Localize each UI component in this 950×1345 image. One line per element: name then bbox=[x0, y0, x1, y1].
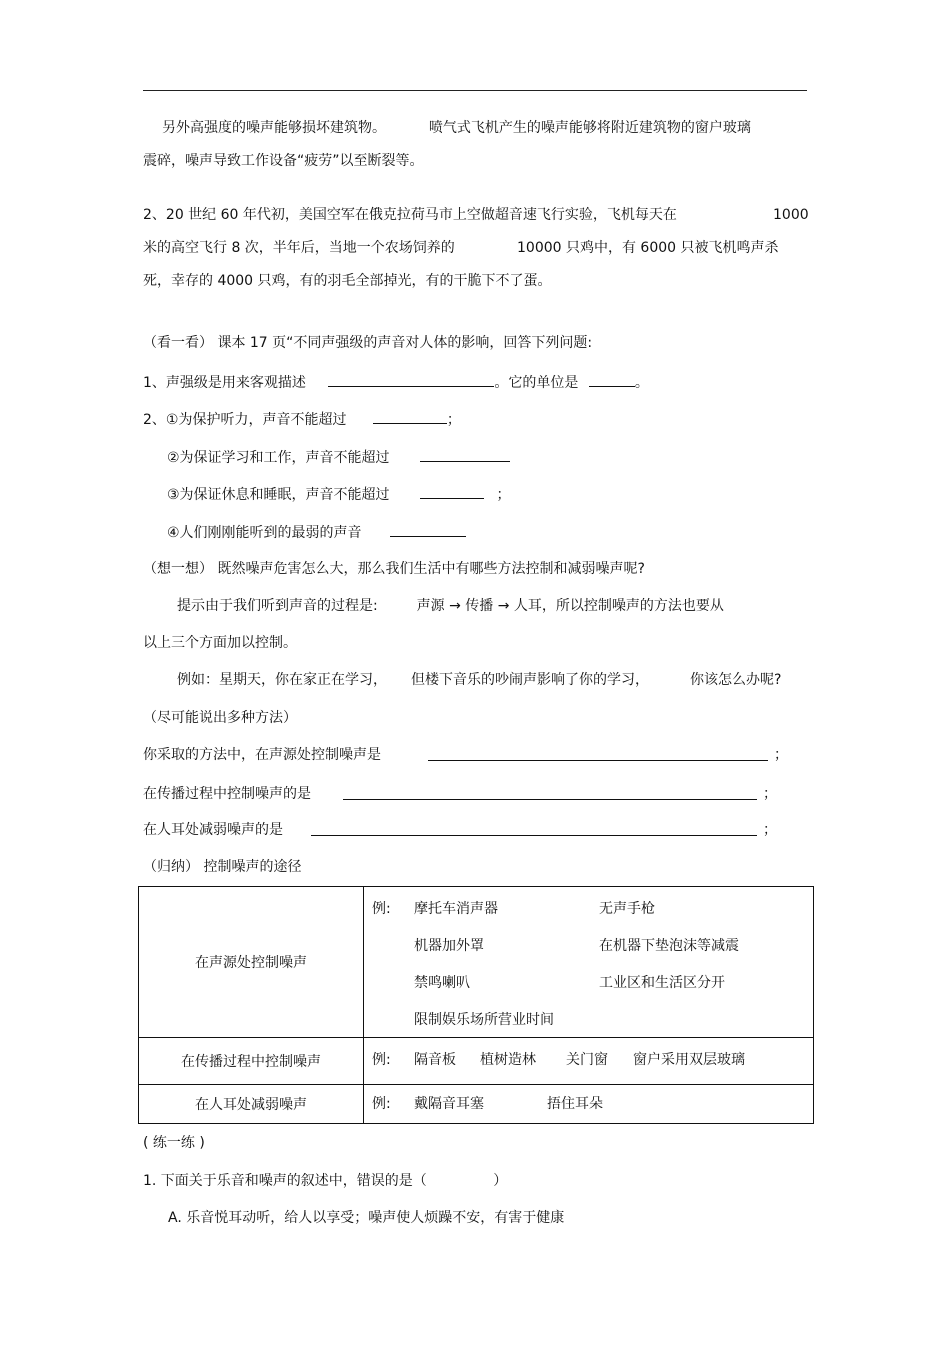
look-q2-text: 2、①为保护听力，声音不能超过 bbox=[143, 412, 347, 428]
table-row bbox=[139, 1038, 814, 1085]
example-item: 窗户采用双层玻璃 bbox=[633, 1052, 745, 1068]
think-answer-3: 在人耳处减弱噪声的是 bbox=[143, 822, 283, 838]
answer-blank[interactable] bbox=[328, 372, 494, 387]
noise-control-table bbox=[138, 886, 814, 1124]
example-item: 摩托车消声器 bbox=[414, 901, 498, 917]
example-prefix: 例: bbox=[372, 1096, 391, 1112]
practice-option-a[interactable]: A. 乐音悦耳动听，给人以享受；噪声使人烦躁不安，有害于健康 bbox=[168, 1210, 565, 1226]
answer-blank[interactable] bbox=[589, 372, 635, 387]
question-text: 1. 下面关于乐音和噪声的叙述中，错误的是（ bbox=[143, 1173, 427, 1189]
practice-title: ( 练一练 ) bbox=[143, 1135, 205, 1151]
practice-question-1 bbox=[143, 1171, 507, 1190]
think-answer-3-end: ； bbox=[763, 822, 777, 838]
row-label: 在人耳处减弱噪声 bbox=[139, 1085, 364, 1124]
table-row bbox=[139, 887, 814, 1038]
para2-line2a: 米的高空飞行 8 次，半年后，当地一个农场饲养的 bbox=[143, 240, 455, 256]
answer-blank[interactable] bbox=[420, 447, 510, 462]
think-hint-a: 提示由于我们听到声音的过程是: bbox=[177, 598, 378, 614]
think-hint-c: 以上三个方面加以控制。 bbox=[143, 635, 297, 651]
answer-blank[interactable] bbox=[420, 484, 484, 499]
table-row bbox=[139, 1085, 814, 1124]
para2-line2b: 10000 只鸡中，有 6000 只被飞机鸣声杀 bbox=[517, 240, 779, 256]
think-answer-1: 你采取的方法中，在声源处控制噪声是 bbox=[143, 747, 381, 763]
think-answer-2-end: ； bbox=[763, 786, 777, 802]
look-q3 bbox=[167, 447, 510, 467]
row-examples bbox=[364, 1038, 814, 1085]
look-q4-end: ； bbox=[496, 487, 511, 503]
answer-blank[interactable] bbox=[343, 785, 757, 800]
summary-title: （归纳） 控制噪声的途径 bbox=[143, 859, 302, 875]
example-item: 机器加外罩 bbox=[414, 938, 484, 954]
answer-blank[interactable] bbox=[373, 409, 447, 424]
example-prefix: 例: bbox=[372, 1052, 391, 1068]
example-item: 限制娱乐场所营业时间 bbox=[414, 1012, 554, 1028]
example-item: 植树造林 bbox=[480, 1052, 536, 1068]
think-answer-2: 在传播过程中控制噪声的是 bbox=[143, 786, 311, 802]
para1-line1 bbox=[162, 119, 751, 137]
answer-slot[interactable] bbox=[431, 1171, 493, 1185]
think-intro: （想一想） 既然噪声危害怎么大，那么我们生活中有哪些方法控制和减弱噪声呢? bbox=[143, 561, 645, 577]
look-q5-text: ④人们刚刚能听到的最弱的声音 bbox=[167, 525, 362, 541]
think-example-a: 例如：星期天，你在家正在学习， bbox=[177, 672, 387, 688]
para1-line2: 震碎，噪声导致工作设备“疲劳”以至断裂等。 bbox=[143, 153, 424, 169]
para2-line3: 死，幸存的 4000 只鸡，有的羽毛全部掉光，有的干脆下不了蛋。 bbox=[143, 273, 552, 289]
look-q1 bbox=[143, 372, 649, 392]
think-example-d: （尽可能说出多种方法） bbox=[143, 710, 297, 726]
answer-blank[interactable] bbox=[311, 821, 757, 836]
row-examples bbox=[364, 1085, 814, 1124]
look-q2-end: ； bbox=[446, 412, 461, 428]
row-label: 在传播过程中控制噪声 bbox=[139, 1038, 364, 1085]
para2-line1-number: 1000 bbox=[773, 207, 809, 223]
answer-blank[interactable] bbox=[428, 746, 768, 761]
question-end: ） bbox=[493, 1173, 508, 1189]
para1-text-b: 喷气式飞机产生的噪声能够将附近建筑物的窗户玻璃 bbox=[428, 120, 751, 136]
look-q4 bbox=[167, 484, 510, 504]
example-item: 捂住耳朵 bbox=[547, 1096, 603, 1112]
example-item: 在机器下垫泡沫等减震 bbox=[599, 938, 739, 954]
example-item: 关门窗 bbox=[566, 1052, 608, 1068]
para2-line1: 2、20 世纪 60 年代初，美国空军在俄克拉荷马市上空做超音速飞行实验，飞机每天在 bbox=[143, 207, 677, 223]
think-answer-1-end: ； bbox=[774, 747, 788, 763]
think-example-c: 你该怎么办呢? bbox=[690, 672, 782, 688]
look-q1-unit: 。它的单位是 bbox=[494, 375, 579, 391]
example-item: 禁鸣喇叭 bbox=[414, 975, 470, 991]
header-rule bbox=[143, 90, 807, 91]
example-item: 隔音板 bbox=[414, 1052, 456, 1068]
look-q2 bbox=[143, 409, 461, 429]
look-q3-text: ②为保证学习和工作，声音不能超过 bbox=[167, 450, 390, 466]
look-q1-end: 。 bbox=[634, 375, 649, 391]
row-label: 在声源处控制噪声 bbox=[139, 887, 364, 1038]
answer-blank[interactable] bbox=[390, 522, 466, 537]
think-hint-line bbox=[177, 597, 724, 615]
look-q5 bbox=[167, 522, 466, 542]
para1-text-a: 另外高强度的噪声能够损坏建筑物。 bbox=[162, 120, 386, 136]
example-item: 戴隔音耳塞 bbox=[414, 1096, 484, 1112]
think-hint-b: 声源 → 传播 → 人耳，所以控制噪声的方法也要从 bbox=[416, 598, 724, 614]
example-item: 工业区和生活区分开 bbox=[599, 975, 725, 991]
row-examples bbox=[364, 887, 814, 1038]
think-example-b: 但楼下音乐的吵闹声影响了你的学习， bbox=[411, 672, 649, 688]
look-q4-text: ③为保证休息和睡眠，声音不能超过 bbox=[167, 487, 390, 503]
look-q1-text: 1、声强级是用来客观描述 bbox=[143, 375, 306, 391]
example-item: 无声手枪 bbox=[599, 901, 655, 917]
look-intro: （看一看） 课本 17 页“不同声强级的声音对人体的影响，回答下列问题: bbox=[143, 335, 593, 351]
example-prefix: 例: bbox=[372, 901, 391, 917]
